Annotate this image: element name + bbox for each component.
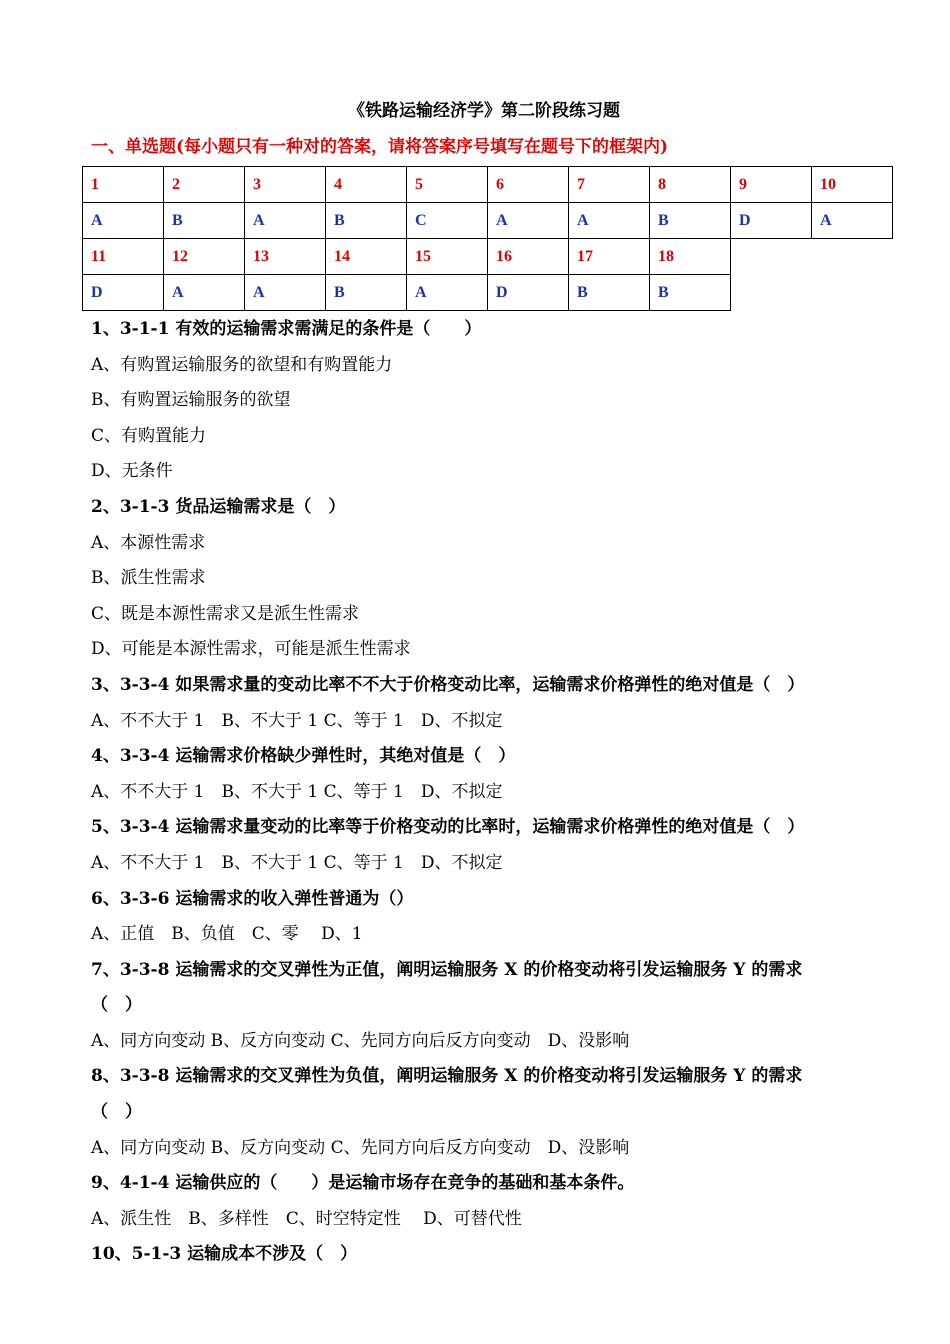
answer-cell: A [83, 203, 164, 239]
question-number-cell: 3 [245, 167, 326, 203]
answer-cell: A [245, 203, 326, 239]
answer-cell: A [407, 275, 488, 311]
answer-cell: A [569, 203, 650, 239]
option-text: A、本源性需求 [91, 532, 206, 553]
section-heading: 一、单选题(每小题只有一种对的答案，请将答案序号填写在题号下的框架内) [91, 137, 669, 157]
option-text: B、派生性需求 [91, 568, 206, 589]
option-text: A、不不大于 1 B、不大于 1 C、等于 1 D、不拟定 [91, 852, 503, 873]
answer-cell: A [164, 275, 245, 311]
question-number-cell: 5 [407, 167, 488, 203]
question-number-cell: 6 [488, 167, 569, 203]
question-text: （ ） [91, 1102, 142, 1123]
answer-cell: A [245, 275, 326, 311]
option-text: C、有购置能力 [91, 425, 207, 446]
answer-letter-row [83, 203, 893, 239]
question-number-cell: 2 [164, 167, 245, 203]
question-number-cell: 16 [488, 239, 569, 275]
answer-cell: B [650, 275, 731, 311]
empty-cell [731, 239, 812, 275]
option-text: B、有购置运输服务的欲望 [91, 390, 291, 411]
question-text: 4、3-3-4 运输需求价格缺少弹性时，其绝对值是（ ） [91, 746, 516, 767]
empty-cell [812, 239, 893, 275]
option-text: D、无条件 [91, 461, 173, 482]
question-text: 6、3-3-6 运输需求的收入弹性普通为（） [91, 888, 414, 909]
option-text: A、不不大于 1 B、不大于 1 C、等于 1 D、不拟定 [91, 710, 503, 731]
empty-cell [731, 275, 812, 311]
answer-cell: D [488, 275, 569, 311]
option-text: A、正值 B、负值 C、零 D、1 [91, 924, 363, 945]
question-text: 5、3-3-4 运输需求量变动的比率等于价格变动的比率时，运输需求价格弹性的绝对值是（ ） [91, 817, 805, 838]
question-number-cell: 14 [326, 239, 407, 275]
question-number-cell: 8 [650, 167, 731, 203]
question-number-cell: 12 [164, 239, 245, 275]
answer-number-row [83, 167, 893, 203]
option-text: A、同方向变动 B、反方向变动 C、先同方向后反方向变动 D、没影响 [91, 1030, 630, 1051]
answer-letter-row [83, 275, 893, 311]
question-text: 7、3-3-8 运输需求的交叉弹性为正值，阐明运输服务 X 的价格变动将引发运输服务 Y 的需求 [91, 959, 803, 980]
answer-cell: D [83, 275, 164, 311]
question-text: 1、3-1-1 有效的运输需求需满足的条件是（ ） [91, 319, 482, 339]
option-text: D、可能是本源性需求，可能是派生性需求 [91, 639, 411, 660]
option-text: A、有购置运输服务的欲望和有购置能力 [91, 354, 393, 375]
question-text: 8、3-3-8 运输需求的交叉弹性为负值，阐明运输服务 X 的价格变动将引发运输服务 Y 的需求 [91, 1066, 803, 1087]
answer-cell: B [326, 275, 407, 311]
answer-cell: B [650, 203, 731, 239]
option-text: C、既是本源性需求又是派生性需求 [91, 603, 360, 624]
answer-cell: B [164, 203, 245, 239]
question-number-cell: 1 [83, 167, 164, 203]
answer-cell: B [569, 275, 650, 311]
answer-cell: B [326, 203, 407, 239]
question-number-cell: 15 [407, 239, 488, 275]
question-number-cell: 18 [650, 239, 731, 275]
question-text: 10、5-1-3 运输成本不涉及（ ） [91, 1244, 358, 1265]
question-text: （ ） [91, 995, 142, 1016]
question-text: 9、4-1-4 运输供应的（ ）是运输市场存在竞争的基础和基本条件。 [91, 1173, 635, 1194]
option-text: A、派生性 B、多样性 C、时空特定性 D、可替代性 [91, 1208, 522, 1229]
answer-cell: A [488, 203, 569, 239]
question-number-cell: 17 [569, 239, 650, 275]
answer-cell: C [407, 203, 488, 239]
answer-number-row [83, 239, 893, 275]
question-number-cell: 10 [812, 167, 893, 203]
document-title: 《铁路运输经济学》第二阶段练习题 [348, 101, 620, 121]
option-text: A、同方向变动 B、反方向变动 C、先同方向后反方向变动 D、没影响 [91, 1137, 630, 1158]
question-list [91, 312, 891, 1273]
question-number-cell: 7 [569, 167, 650, 203]
question-text: 2、3-1-3 货品运输需求是（ ） [91, 496, 346, 517]
answer-cell: A [812, 203, 893, 239]
question-text: 3、3-3-4 如果需求量的变动比率不不大于价格变动比率，运输需求价格弹性的绝对值是（ ） [91, 674, 805, 695]
empty-cell [812, 275, 893, 311]
question-number-cell: 11 [83, 239, 164, 275]
option-text: A、不不大于 1 B、不大于 1 C、等于 1 D、不拟定 [91, 781, 503, 802]
question-number-cell: 4 [326, 167, 407, 203]
answer-cell: D [731, 203, 812, 239]
question-number-cell: 9 [731, 167, 812, 203]
question-number-cell: 13 [245, 239, 326, 275]
answer-table [82, 166, 893, 311]
